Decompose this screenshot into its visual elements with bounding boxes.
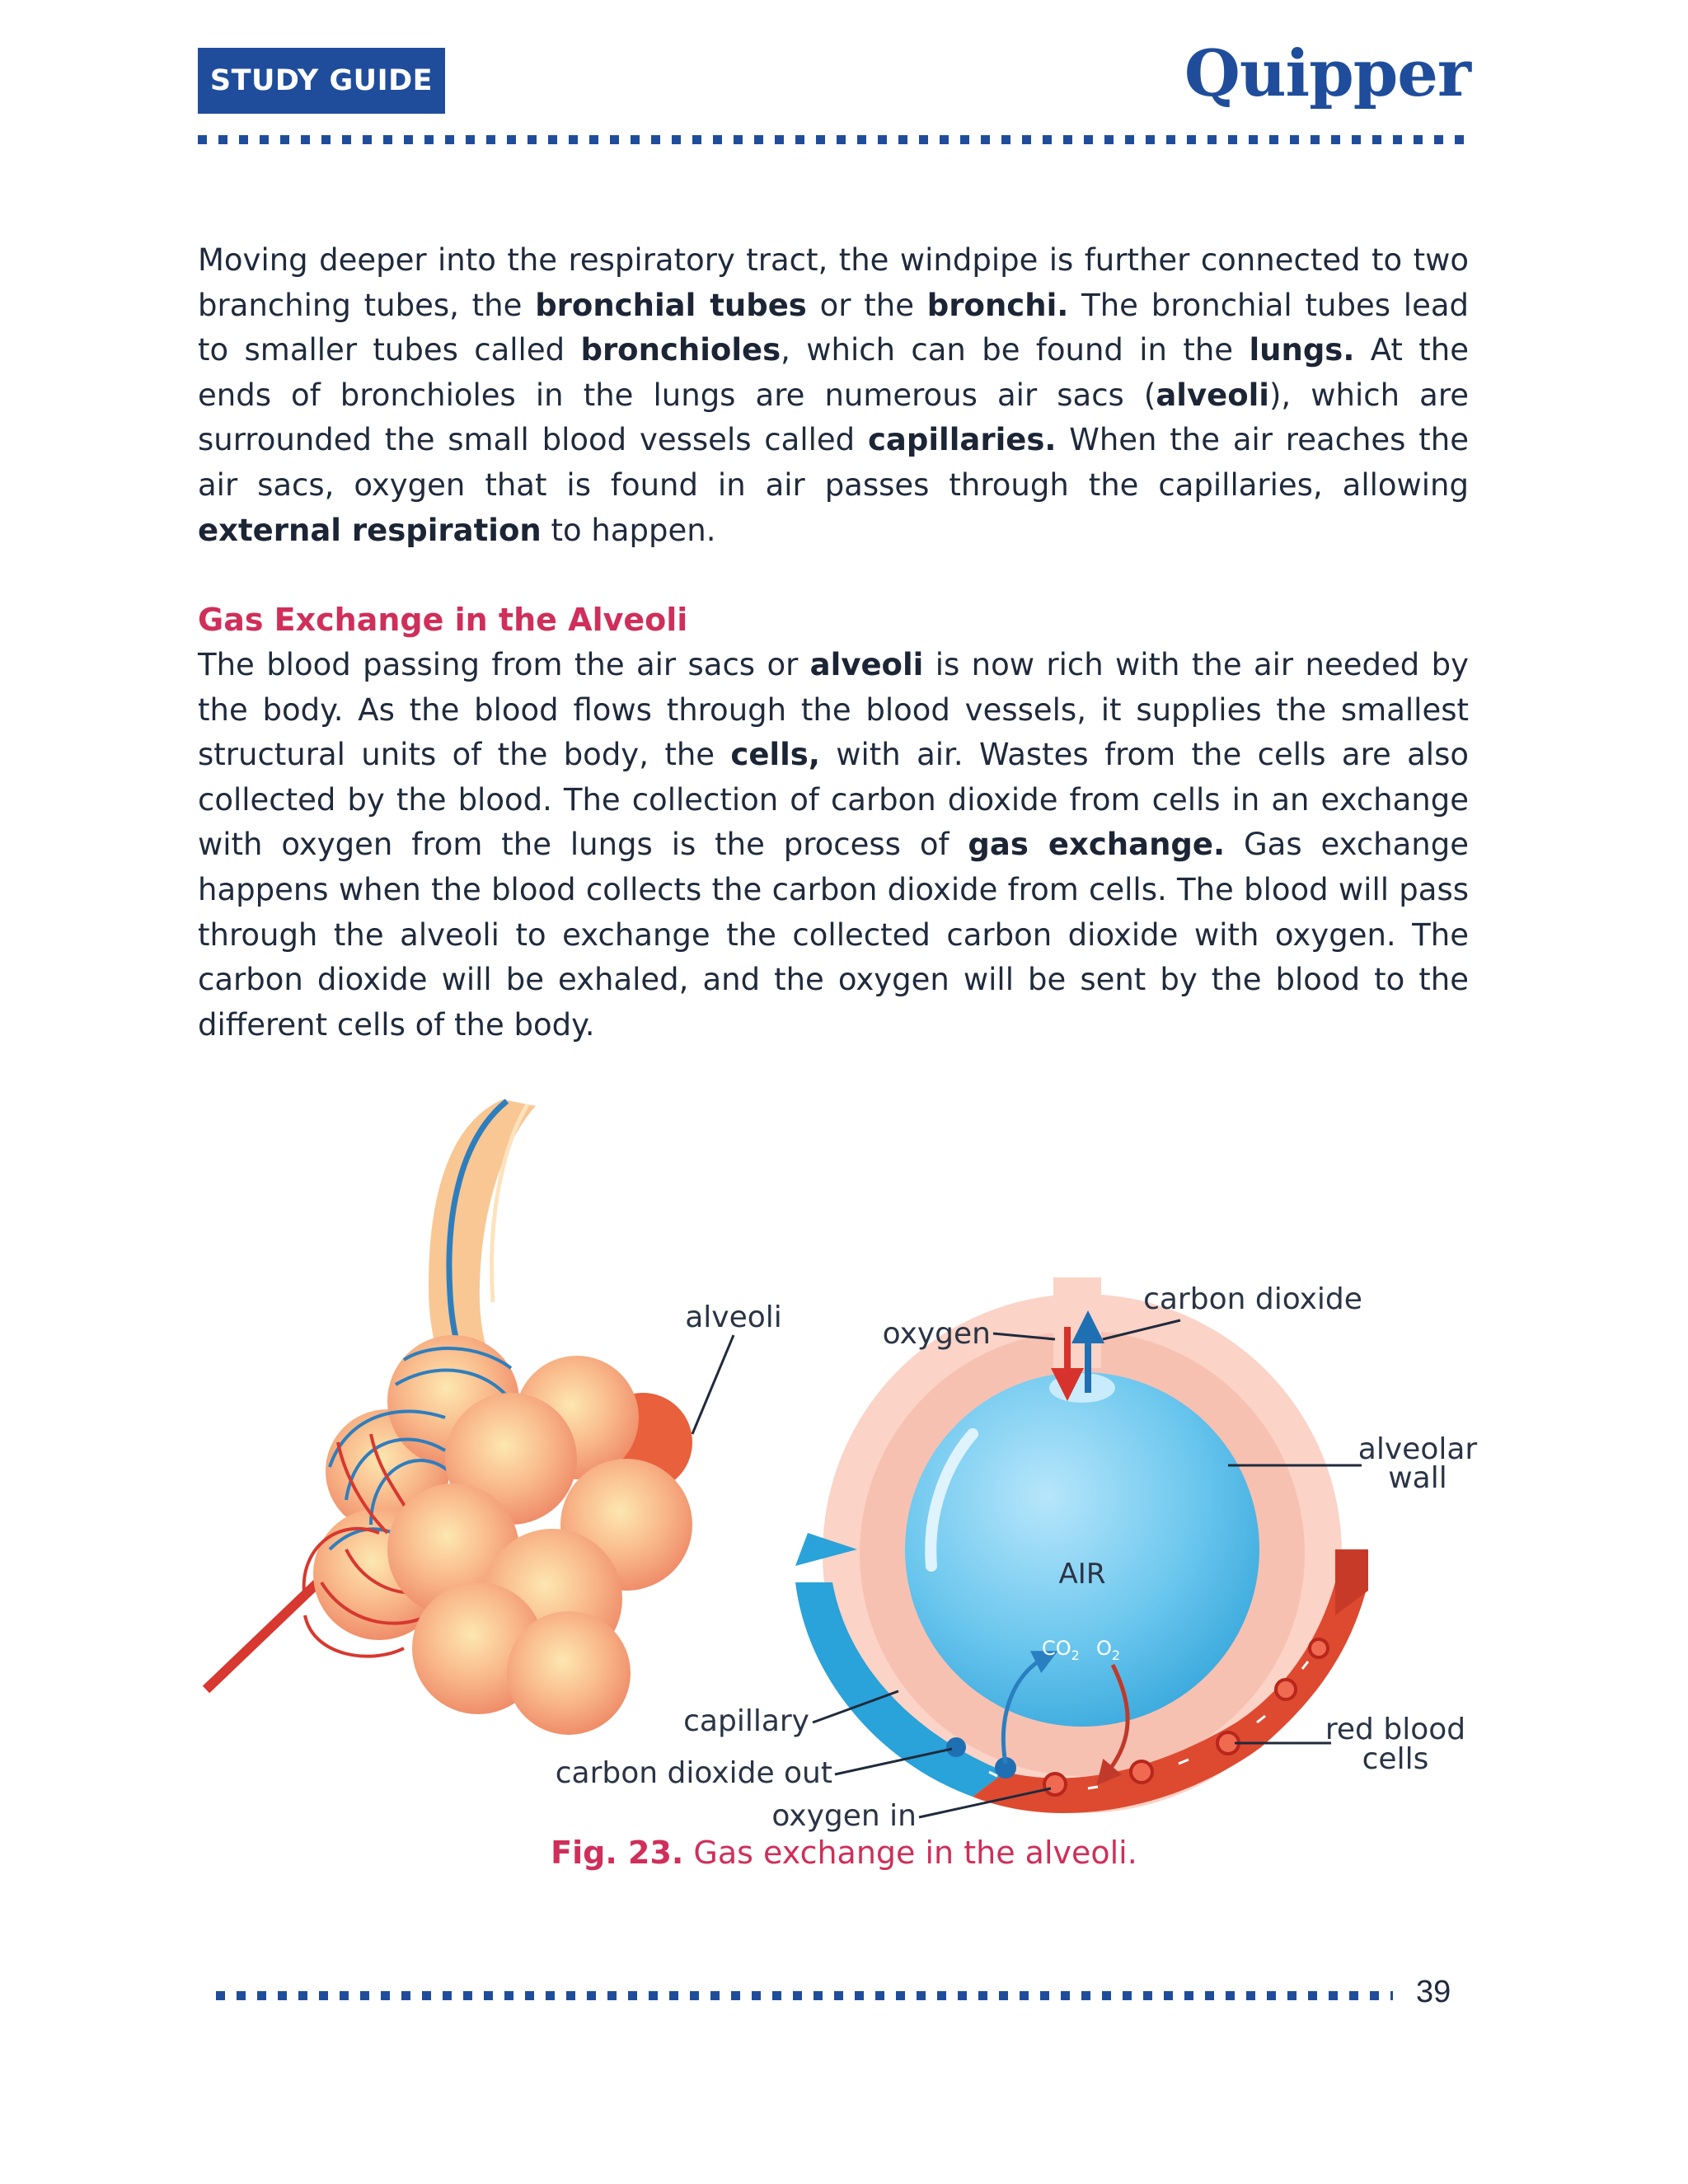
bold-term: capillaries. (867, 422, 1057, 458)
bold-term: bronchioles (580, 332, 781, 368)
label-air: AIR (1058, 1558, 1106, 1591)
label-carbon-dioxide-out: carbon dioxide out (555, 1756, 832, 1790)
label-o2: $O_2$ (1096, 1637, 1121, 1663)
label-alveoli: alveoli (685, 1301, 782, 1334)
bold-term: gas exchange. (968, 827, 1226, 863)
text-run: is now rich with the air needed by the body. As the blood flows through the blood vessels, it supplies the smallest structural units of the body, the (198, 647, 1469, 773)
label-capillary: capillary (683, 1704, 809, 1738)
label-wall: wall (1388, 1461, 1447, 1495)
figure-caption-label: Fig. 23. (551, 1835, 684, 1871)
bold-term: alveoli (809, 647, 924, 682)
alveolus-diagram (795, 1277, 1368, 1813)
label-cells: cells (1362, 1742, 1429, 1776)
text-run: The blood passing from the air sacs or (198, 647, 810, 682)
text-run: with air. Wastes from the cells are also collected by the blood. The collection of carbon dioxide from cells in an exchange with oxygen from the lungs is the process of (198, 737, 1469, 863)
text-run: The bronchial tubes lead to smaller tubes called (198, 287, 1469, 368)
section-heading: Gas Exchange in the Alveoli (198, 602, 688, 638)
figure-caption (0, 1835, 1688, 1871)
bottom-dotted-divider (216, 1991, 1393, 2000)
intro-paragraph (198, 238, 1469, 553)
text-run: Gas exchange happens when the blood collects the carbon dioxide from cells. The blood will pass through the alveoli to exchange the collected carbon dioxide with oxygen. The carbon dioxide will be exhaled, and the oxygen will be sent by the blood to the different cells of the body. (198, 827, 1470, 1043)
bold-term: lungs. (1249, 332, 1355, 368)
page-number: 39 (1416, 1975, 1451, 2009)
label-alveolar: alveolar (1357, 1432, 1478, 1466)
alveoli-figure (181, 1088, 1500, 1879)
text-run: At the ends of bronchioles in the lungs are numerous air sacs ( (198, 332, 1470, 413)
bold-term: alveoli (1156, 377, 1269, 413)
bold-term: bronchi. (926, 287, 1069, 323)
alveoli-cluster-illustration (206, 1099, 692, 1735)
text-run: , which can be found in the (781, 332, 1250, 368)
gas-exchange-paragraph (198, 643, 1469, 1047)
text-run: to happen. (541, 512, 716, 548)
label-red-blood: red blood (1325, 1713, 1466, 1746)
alveoli-pointer (692, 1335, 734, 1434)
bold-term: bronchial tubes (535, 287, 807, 323)
text-run: ), which are surrounded the small blood vessels called (198, 377, 1469, 458)
text-run: Moving deeper into the respiratory tract, the windpipe is further connected to two branching tubes, the (198, 242, 1469, 323)
bold-term: cells, (730, 737, 820, 773)
label-carbon-dioxide: carbon dioxide (1143, 1282, 1362, 1316)
brand-logo: Quipper (1184, 36, 1470, 111)
figure-caption-text: Gas exchange in the alveoli. (683, 1835, 1137, 1871)
text-run: or the (806, 287, 927, 323)
label-oxygen: oxygen (882, 1317, 991, 1351)
label-co2: $CO_2$ (1042, 1637, 1080, 1663)
bold-term: external respiration (198, 512, 542, 548)
label-oxygen-in: oxygen in (771, 1799, 917, 1833)
study-guide-badge: STUDY GUIDE (198, 48, 445, 114)
text-run: When the air reaches the air sacs, oxygen that is found in air passes through the capillaries, allowing (198, 422, 1469, 503)
top-dotted-divider (198, 135, 1467, 144)
